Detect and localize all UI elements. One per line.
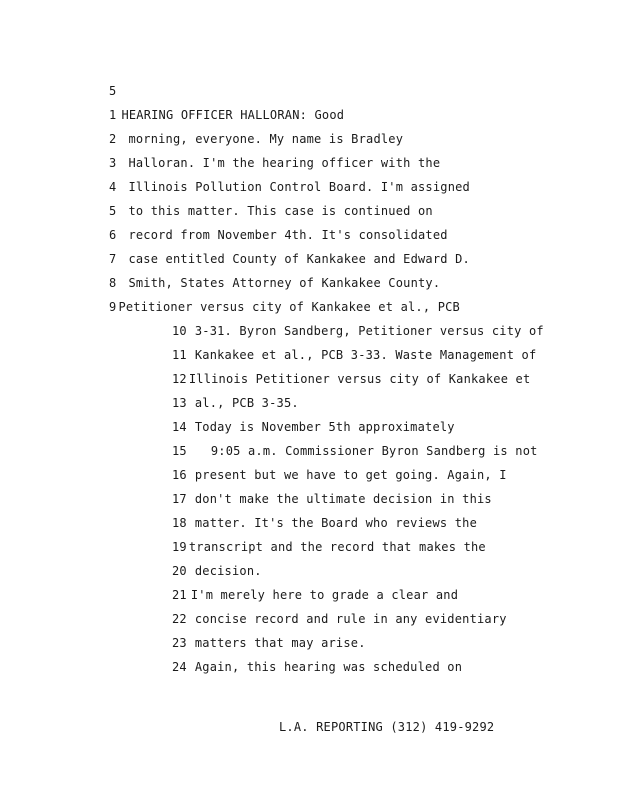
line-text: Petitioner versus city of Kankakee et al., PCB — [118, 300, 460, 314]
line-text: record from November 4th. It's consolidated — [128, 228, 448, 242]
line-text: present but we have to get going. Again, I — [194, 468, 507, 482]
transcript-line — [172, 420, 455, 434]
line-text: transcript and the record that makes the — [188, 540, 486, 554]
line-number: 15 — [172, 444, 187, 458]
transcript-line — [172, 372, 530, 386]
transcript-line — [109, 300, 460, 314]
line-number: 1 — [109, 108, 117, 122]
transcript-line — [109, 180, 470, 194]
line-text: 3-31. Byron Sandberg, Petitioner versus city of — [194, 324, 544, 338]
transcript-line — [172, 348, 536, 362]
reporter-footer: L.A. REPORTING (312) 419-9292 — [279, 720, 495, 734]
transcript-line — [109, 276, 440, 290]
transcript-line — [109, 204, 433, 218]
line-number: 5 — [109, 204, 117, 218]
line-number: 7 — [109, 252, 117, 266]
line-number: 12 — [172, 372, 187, 386]
transcript-line — [172, 444, 538, 458]
line-text: al., PCB 3-35. — [194, 396, 299, 410]
line-text: to this matter. This case is continued on — [128, 204, 433, 218]
transcript-line — [109, 252, 470, 266]
line-number: 22 — [172, 612, 187, 626]
transcript-line — [109, 156, 440, 170]
line-number: 9 — [109, 300, 117, 314]
transcript-line — [109, 132, 403, 146]
line-number: 24 — [172, 660, 187, 674]
line-text: decision. — [194, 564, 262, 578]
line-text: concise record and rule in any evidentiary — [194, 612, 507, 626]
line-text: Again, this hearing was scheduled on — [194, 660, 463, 674]
line-text: matter. It's the Board who reviews the — [194, 516, 477, 530]
line-text: Kankakee et al., PCB 3-33. Waste Management of — [194, 348, 537, 362]
line-text: Illinois Pollution Control Board. I'm assigned — [128, 180, 470, 194]
transcript-line — [172, 516, 477, 530]
line-number: 23 — [172, 636, 187, 650]
line-text: HEARING OFFICER HALLORAN: Good — [121, 108, 345, 122]
transcript-line — [172, 540, 486, 554]
line-number: 17 — [172, 492, 187, 506]
line-number: 14 — [172, 420, 187, 434]
transcript-line — [172, 564, 262, 578]
line-number: 10 — [172, 324, 187, 338]
line-number: 3 — [109, 156, 117, 170]
line-number: 13 — [172, 396, 187, 410]
transcript-line — [172, 636, 366, 650]
line-text: case entitled County of Kankakee and Edward D. — [128, 252, 470, 266]
line-number: 6 — [109, 228, 117, 242]
line-text: Illinois Petitioner versus city of Kankakee et — [188, 372, 531, 386]
transcript-line — [172, 468, 507, 482]
transcript-line — [109, 228, 448, 242]
transcript-line — [109, 108, 344, 122]
line-text: Today is November 5th approximately — [194, 420, 455, 434]
line-text: 9:05 a.m. Commissioner Byron Sandberg is not — [210, 444, 538, 458]
line-text: I'm merely here to grade a clear and — [190, 588, 459, 602]
line-number: 18 — [172, 516, 187, 530]
transcript-line — [172, 492, 492, 506]
line-number: 8 — [109, 276, 117, 290]
transcript-line — [172, 612, 507, 626]
line-number: 2 — [109, 132, 117, 146]
line-number: 19 — [172, 540, 187, 554]
line-number: 16 — [172, 468, 187, 482]
line-text: matters that may arise. — [194, 636, 366, 650]
transcript-line — [172, 396, 299, 410]
line-number: 4 — [109, 180, 117, 194]
transcript-line — [172, 324, 544, 338]
line-text: Halloran. I'm the hearing officer with the — [128, 156, 441, 170]
line-text: don't make the ultimate decision in this — [194, 492, 492, 506]
line-number: 21 — [172, 588, 187, 602]
line-number: 11 — [172, 348, 187, 362]
line-number: 20 — [172, 564, 187, 578]
page-number: 5 — [109, 84, 117, 98]
line-text: morning, everyone. My name is Bradley — [128, 132, 404, 146]
transcript-line — [172, 660, 462, 674]
line-text: Smith, States Attorney of Kankakee County. — [128, 276, 441, 290]
transcript-line — [172, 588, 458, 602]
